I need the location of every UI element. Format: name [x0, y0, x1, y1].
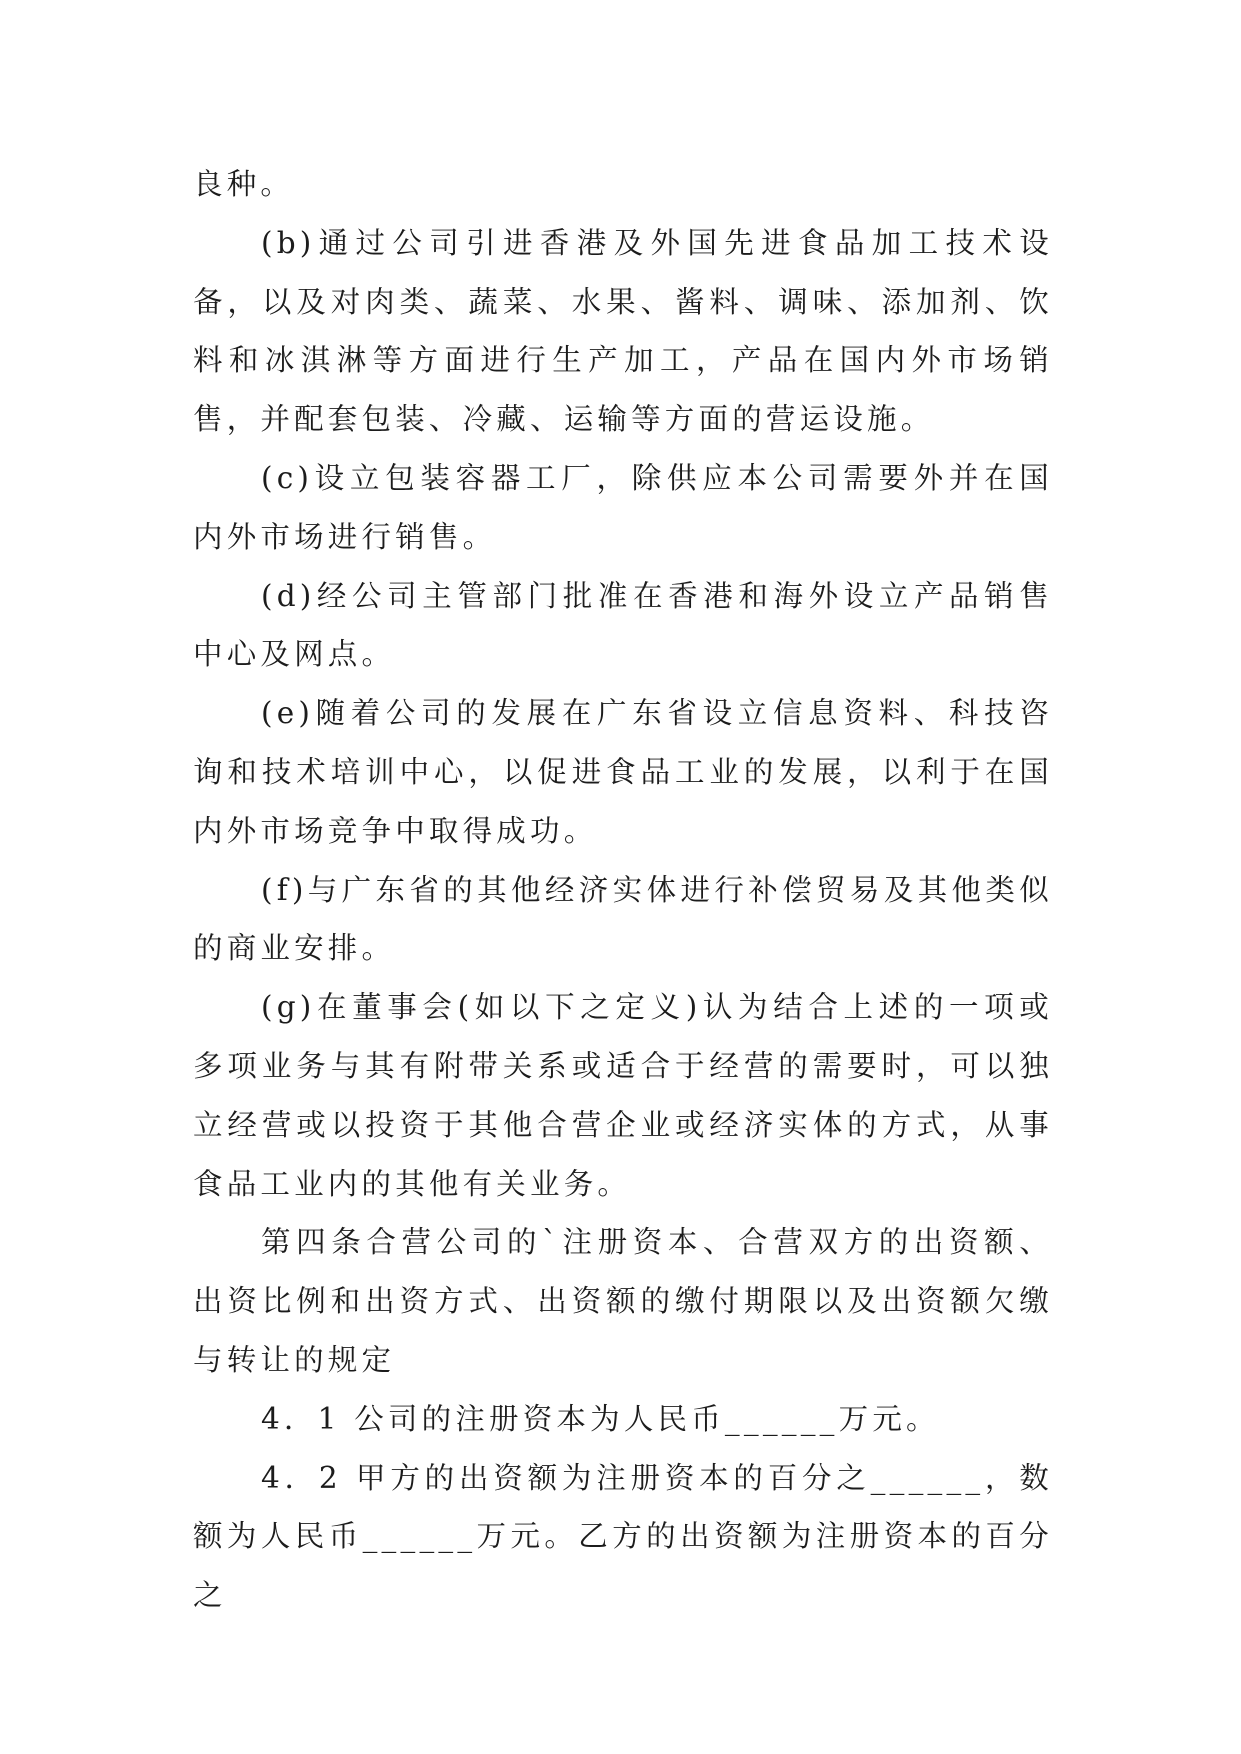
clause-4-1: 4．1 公司的注册资本为人民币______万元。: [261, 1401, 940, 1436]
article-four-heading: 第四条合营公司的`注册资本、合营双方的出资额、出资比例和出资方式、出资额的缴付期限以及出资额欠缴与转让的规定: [193, 1225, 1053, 1377]
clause-4-2: 4．2 甲方的出资额为注册资本的百分之______，数额为人民币______万元。乙方的出资额为注册资本的百分之: [193, 1460, 1053, 1613]
paragraph-continuation: 良种。: [193, 167, 295, 201]
paragraph-item-e: (e)随着公司的发展在广东省设立信息资料、科技咨询和技术培训中心，以促进食品工业的发展，以利于在国内外市场竞争中取得成功。: [193, 696, 1053, 848]
paragraph-item-b: (b)通过公司引进香港及外国先进食品加工技术设备，以及对肉类、蔬菜、水果、酱料、调味、添加剂、饮料和冰淇淋等方面进行生产加工，产品在国内外市场销售，并配套包装、冷藏、运输等方面的营运设施。: [193, 225, 1053, 437]
document-page: [193, 155, 1053, 1625]
paragraph-item-f: (f)与广东省的其他经济实体进行补偿贸易及其他类似的商业安排。: [193, 872, 1053, 966]
paragraph-item-d: (d)经公司主管部门批准在香港和海外设立产品销售中心及网点。: [193, 578, 1053, 672]
paragraph-item-c: (c)设立包装容器工厂，除供应本公司需要外并在国内外市场进行销售。: [193, 460, 1053, 554]
paragraph-item-g: (g)在董事会(如以下之定义)认为结合上述的一项或多项业务与其有附带关系或适合于经营的需要时，可以独立经营或以投资于其他合营企业或经济实体的方式，从事食品工业内的其他有关业务。: [193, 990, 1053, 1201]
